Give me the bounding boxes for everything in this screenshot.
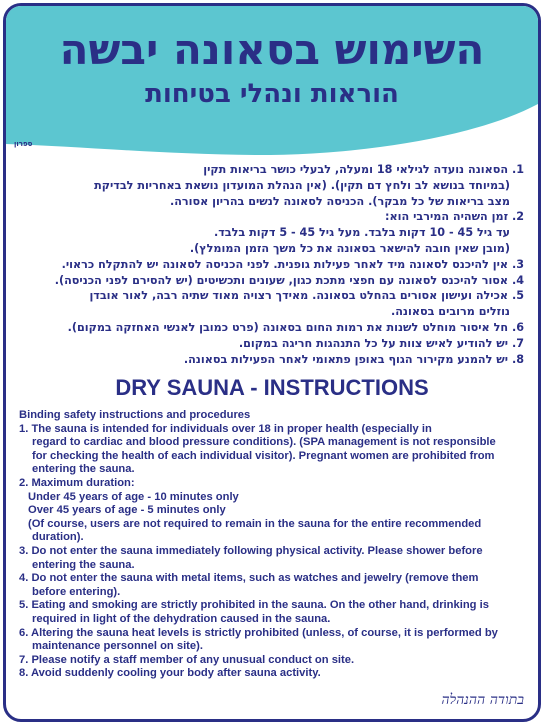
english-rules (19, 409, 529, 681)
page-subtitle: הוראות ונהלי בטיחות (145, 79, 399, 109)
list-item (16, 352, 524, 368)
rule-line: 2. זמן השהיה המירבי הוא: (385, 210, 524, 224)
sauna-sign (3, 3, 541, 722)
rule-line: 3. Do not enter the sauna immediately following physical activity. Please shower before (19, 544, 483, 557)
list-item (16, 320, 524, 336)
rule-line: עד גיל 45 - 10 דקות בלבד. מעל גיל 45 - 5 דקות בלבד. (213, 226, 510, 240)
rule-line: 1. The sauna is intended for individuals over 18 in proper health (especially in (19, 422, 432, 435)
rule-line: 5. אכילה ועישון אסורים בהחלט בסאונה. מאידך רצויה מאוד שתיה רבה, לאור אובדן (89, 289, 524, 303)
rule-line: for checking the health of each individual visitor). Pregnant women are prohibited from (32, 449, 495, 462)
rule-line: required in light of the dehydration caused in the sauna. (32, 612, 331, 625)
rule-line: Under 45 years of age - 10 minutes only (28, 490, 239, 503)
english-title: DRY SAUNA - INSTRUCTIONS (115, 375, 429, 400)
rule-line: before entering). (32, 585, 121, 598)
rule-line: (Of course, users are not required to remain in the sauna for the entire recommended (28, 517, 482, 530)
brand-logo: ספרון (14, 140, 33, 148)
rule-line: (במיוחד בנושא לב ולחץ דם תקין). (אין הנהלת המועדון נושאת באחריות לבדיקת (94, 178, 510, 192)
page-title: השימוש בסאונה יבשה (59, 25, 485, 74)
rule-line: Over 45 years of age - 5 minutes only (28, 504, 226, 517)
rule-line: 2. Maximum duration: (19, 476, 135, 489)
rule-line: duration). (32, 531, 84, 544)
rule-line: 4. אסור להיכנס לסאונה עם חפצי מתכת כגון, שעונים ותכשיטים (יש להסירם לפני הכניסה). (54, 273, 524, 287)
rule-line: 5. Eating and smoking are strictly prohibited in the sauna. On the other hand, drinking is (19, 599, 489, 612)
english-intro: Binding safety instructions and procedures (19, 409, 251, 421)
list-item (16, 336, 524, 352)
rule-line: 8. Avoid suddenly cooling your body after sauna activity. (19, 667, 321, 680)
rule-line: regard to cardiac and blood pressure conditions). (SPA management is not responsible (32, 436, 496, 449)
hebrew-rules-list (16, 162, 524, 367)
rule-line: 3. אין להיכנס לסאונה מיד לאחר פעילות גופנית. לפני הכניסה לסאונה יש להתקלח כראוי. (61, 257, 524, 271)
list-item (16, 273, 524, 289)
list-item (16, 209, 524, 256)
rule-line: 7. יש להודיע לאיש צוות על כל התנהגות חריגה במקום. (238, 336, 524, 350)
management-signature: בתודה ההנהלה (441, 692, 524, 708)
rule-line: 6. חל איסור מוחלט לשנות את רמות החום בסאונה (פרט כמובן לאנשי האחזקה במקום). (67, 320, 524, 334)
rule-line: entering the sauna. (32, 558, 135, 571)
rule-line: (מובן שאין חובה להישאר בסאונה את כל משך הזמן המומלץ). (189, 241, 510, 255)
rule-line: מצב בריאות של כל מבקר). הכניסה לסאונה לנשים בהריון אסורה. (169, 194, 510, 208)
rule-line: 6. Altering the sauna heat levels is strictly prohibited (unless, of course, it is performed by (19, 626, 498, 639)
rule-line: maintenance personnel on site). (32, 640, 203, 653)
list-item (16, 288, 524, 320)
sign-header (6, 6, 538, 156)
list-item (16, 162, 524, 209)
rule-line: 8. יש להמנע מקירור הגוף באופן פתאומי לאחר הפעילות בסאונה. (183, 352, 524, 366)
rule-line: נוזלים מרובים בסאונה. (390, 305, 510, 319)
list-item (16, 257, 524, 273)
rule-line: 7. Please notify a staff member of any unusual conduct on site. (19, 653, 355, 666)
rule-line: 4. Do not enter the sauna with metal items, such as watches and jewelry (remove them (19, 572, 479, 585)
rule-line: 1. הסאונה נועדה לגילאי 18 ומעלה, לבעלי כושר בריאות תקין (203, 163, 524, 176)
rule-line: entering the sauna. (32, 463, 135, 476)
